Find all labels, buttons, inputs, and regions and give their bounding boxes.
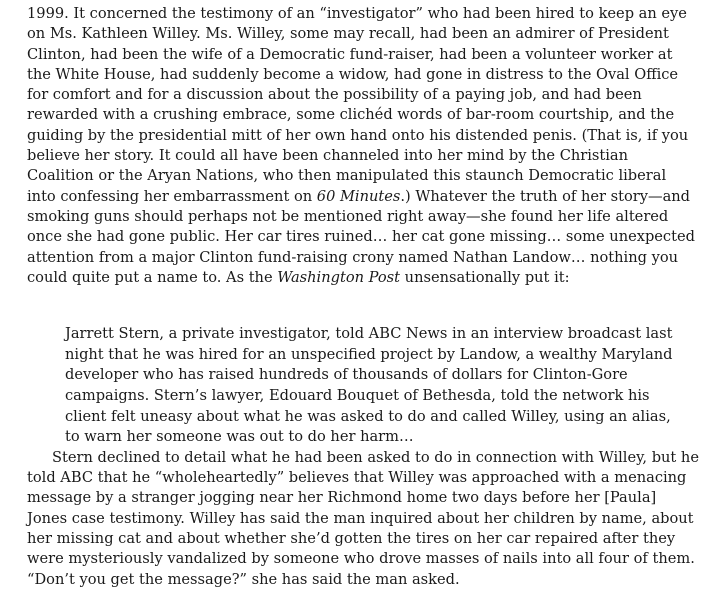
body-paragraph-2 (27, 448, 699, 590)
paragraph-1-text-b: .) Whatever the truth of her story—and smoking guns should perhaps not be mentioned right away—she found her life altered once she had gone public. Her car tires ruined… her cat gone missing… some unexpected attention from a major Clinton fund-raising crony named Nathan Landow… nothing you could quite put a name to. As the (27, 187, 695, 286)
body-paragraph-1 (27, 4, 699, 288)
paragraph-2-text: Stern declined to detail what he had been asked to do in connection with Willey, but he told ABC that he “wholeheartedly” believes that Willey was approached with a menacing message by a stranger jogging near her Richmond home two days before her [Paula] Jones case testimony. Willey has said the man inquired about her children by name, about her missing cat and about whether she’d gotten the tires on her car repaired after they were mysteriously vandalized by someone who drove masses of nails into all four of them. “Don’t you get the message?” she has said the man asked. (27, 448, 699, 588)
paragraph-1-text-a: 1999. It concerned the testimony of an “investigator” who had been hired to keep an eye on Ms. Kathleen Willey. Ms. Willey, some may recall, had been an admirer of President Clinton, had been the wife of a Democratic fund-raiser, had been a volunteer worker at the White House, had suddenly become a widow, had gone in distress to the Oval Office for comfort and for a discussion about the possibility of a paying job, and had been rewarded with a crushing embrace, some clichéd words of bar-room courtship, and the guiding by the presidential mitt of her own hand onto his distended penis. (That is, if you believe her story. It could all have been channeled into her mind by the Christian Coalition or the Aryan Nations, who then manipulated this staunch Democratic liberal into confessing her embarrassment on (27, 5, 689, 205)
block-quote (65, 324, 685, 448)
paragraph-1-text-c: unsensationally put it: (400, 268, 570, 286)
document-page (27, 4, 699, 590)
paragraph-1-italic-title-1: 60 Minutes (316, 187, 401, 205)
paragraph-1-italic-title-2: Washington Post (277, 268, 401, 286)
block-quote-text: Jarrett Stern, a private investigator, told ABC News in an interview broadcast last night that he was hired for an unspecified project by Landow, a wealthy Maryland developer who has raised hundreds of thousands of dollars for Clinton-Gore campaigns. Stern’s lawyer, Edouard Bouquet of Bethesda, told the network his client felt uneasy about what he was asked to do and called Willey, using an alias, to warn her someone was out to do her harm… (65, 325, 673, 446)
